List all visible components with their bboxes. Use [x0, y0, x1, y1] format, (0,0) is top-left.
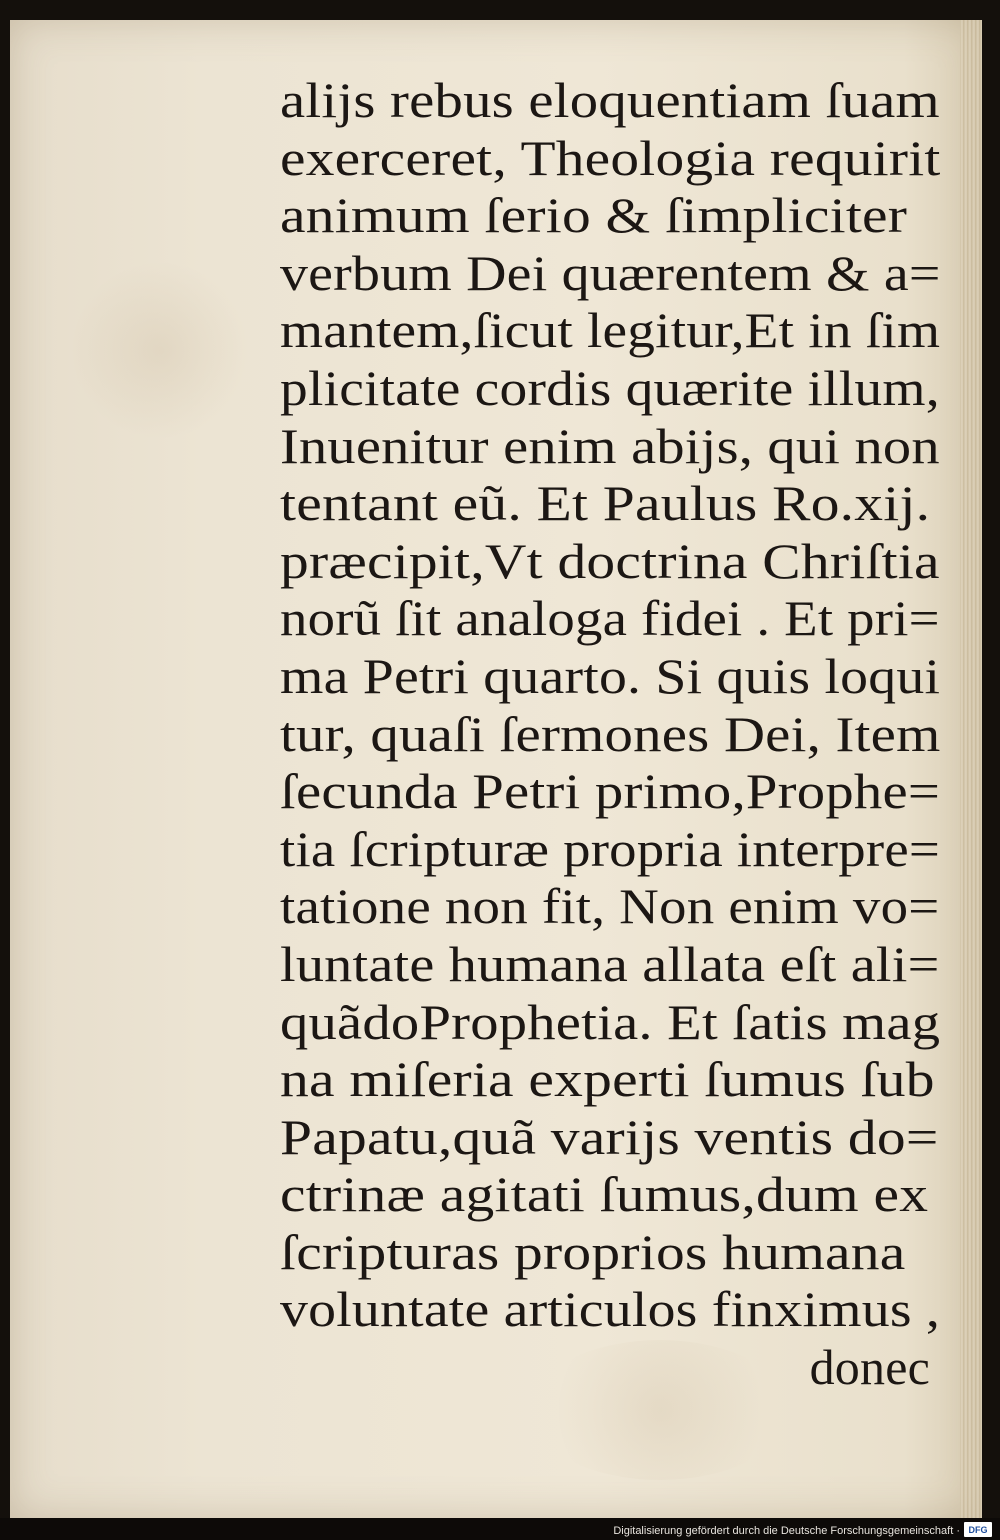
text-line: plicitate cordis quærite illum,	[280, 359, 940, 416]
text-line: tatione non fit, Non enim vo=	[280, 878, 940, 935]
text-line: exerceret, Theologia requirit	[280, 129, 941, 186]
text-line: tur, quaſi ſermones Dei, Item	[280, 705, 941, 762]
text-line: ſecunda Petri primo,Prophe=	[280, 763, 941, 820]
text-line: ctrinæ agitati ſumus,dum ex	[280, 1166, 929, 1223]
text-line: præcipit,Vt doctrina Chriſtia	[280, 532, 940, 589]
text-line: Papatu,quã varijs ventis do=	[280, 1108, 939, 1165]
text-line: na miſeria experti ſumus ſub	[280, 1051, 935, 1108]
dfg-logo-icon: DFG	[964, 1522, 992, 1537]
paper-stain	[70, 260, 250, 440]
text-line: voluntate articulos finximus ,	[280, 1281, 941, 1338]
text-line: Inuenitur enim abijs, qui non	[280, 417, 940, 474]
text-line: ſcripturas proprios humana	[280, 1223, 906, 1280]
text-line: luntate humana allata eſt ali=	[280, 935, 940, 992]
text-line: mantem,ſicut legitur,Et in ſim	[280, 302, 941, 359]
text-line: norũ ſit analoga fidei . Et pri=	[280, 590, 940, 647]
body-text	[280, 72, 960, 1397]
text-line: quãdoProphetia. Et ſatis mag	[280, 993, 941, 1050]
text-line: animum ſerio & ſimpliciter	[280, 187, 908, 244]
funding-credit: Digitalisierung gefördert durch die Deutsche Forschungsgemeinschaft ·	[613, 1525, 960, 1537]
footer-bar	[0, 1518, 1000, 1540]
text-line: alijs rebus eloquentiam ſuam	[280, 72, 940, 128]
text-line: verbum Dei quærentem & a=	[280, 244, 941, 301]
text-line: tentant eũ. Et Paulus Ro.xij.	[280, 475, 931, 532]
catchword: donec	[809, 1339, 930, 1396]
text-line: tia ſcripturæ propria interpre=	[280, 820, 941, 877]
text-line: ma Petri quarto. Si quis loqui	[280, 647, 941, 704]
